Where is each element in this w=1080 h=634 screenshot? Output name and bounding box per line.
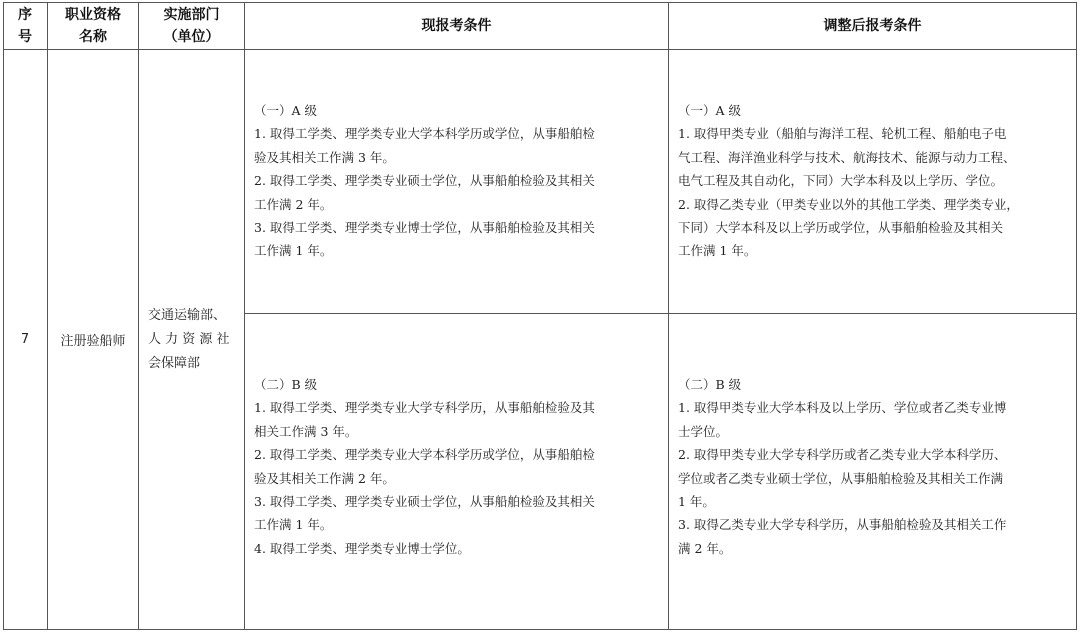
row-seq-cell xyxy=(3,50,47,629)
header-department-line1: 实施部门 xyxy=(163,6,220,23)
current-a-line: 工作满 2 年。 xyxy=(254,196,333,212)
header-seq-line2: 号 xyxy=(18,28,32,45)
adjusted-b-line: 2. 取得甲类专业大学专科学历或者乙类专业大学本科学历、 xyxy=(678,447,1007,463)
adjusted-a-line: 下同）大学本科及以上学历或学位，从事船舶检验及其相关 xyxy=(678,220,1004,236)
adjusted-a-line: 气工程、海洋渔业科学与技术、航海技术、能源与动力工程、 xyxy=(678,149,1016,165)
row-department-line2: 人 力 资 源 社 xyxy=(148,331,230,347)
header-current-conditions xyxy=(245,2,668,49)
current-a-title: （一）A 级 xyxy=(254,103,318,118)
current-a-line: 工作满 1 年。 xyxy=(254,243,333,259)
current-b-line: 相关工作满 3 年。 xyxy=(254,423,358,439)
column-divider xyxy=(244,2,245,630)
current-a-line: 验及其相关工作满 3 年。 xyxy=(254,149,395,165)
adjusted-b-title: （二）B 级 xyxy=(678,377,742,392)
current-a-line: 3. 取得工学类、理学类专业博士学位，从事船舶检验及其相关 xyxy=(254,220,595,236)
header-qualification xyxy=(48,2,138,49)
header-qualification-line1: 职业资格 xyxy=(65,6,121,23)
adjusted-a-line: 1. 取得甲类专业（船舶与海洋工程、轮机工程、船舶电子电 xyxy=(678,126,1007,142)
column-divider xyxy=(668,2,669,630)
header-department xyxy=(139,2,244,49)
current-level-b xyxy=(254,373,664,560)
adjusted-a-line: 2. 取得乙类专业（甲类专业以外的其他工学类、理学类专业， xyxy=(678,196,1019,212)
header-seq xyxy=(3,2,47,49)
row-department-line3: 会保障部 xyxy=(148,355,201,371)
adjusted-a-line: 工作满 1 年。 xyxy=(678,243,757,259)
row-department-cell xyxy=(139,50,244,629)
current-b-title: （二）B 级 xyxy=(254,377,318,392)
adjusted-a-title: （一）A 级 xyxy=(678,103,742,118)
adjusted-b-line: 满 2 年。 xyxy=(678,540,732,556)
header-adjusted-label: 调整后报考条件 xyxy=(823,17,922,34)
adjusted-b-line: 1 年。 xyxy=(678,494,715,510)
row-seq: 7 xyxy=(20,332,30,347)
current-level-a xyxy=(254,99,664,263)
current-b-line: 2. 取得工学类、理学类专业大学本科学历或学位，从事船舶检 xyxy=(254,447,595,463)
row-qualification-cell xyxy=(48,50,138,629)
row-department xyxy=(139,304,230,376)
header-current-label: 现报考条件 xyxy=(421,17,492,34)
current-b-line: 验及其相关工作满 2 年。 xyxy=(254,470,395,486)
table-border-right xyxy=(1076,2,1077,630)
adjusted-b-line: 士学位。 xyxy=(678,423,729,439)
qualification-table xyxy=(3,2,1077,630)
header-adjusted-conditions xyxy=(669,2,1076,49)
adjusted-b-line: 3. 取得乙类专业大学专科学历，从事船舶检验及其相关工作 xyxy=(678,517,1007,533)
adjusted-b-line: 1. 取得甲类专业大学本科及以上学历、学位或者乙类专业博 xyxy=(678,400,1007,416)
adjusted-level-b xyxy=(678,373,1073,560)
current-a-line: 1. 取得工学类、理学类专业大学本科学历或学位，从事船舶检 xyxy=(254,126,595,142)
table-border-bottom xyxy=(3,629,1077,630)
current-b-line: 工作满 1 年。 xyxy=(254,517,333,533)
current-b-line: 1. 取得工学类、理学类专业大学专科学历，从事船舶检验及其 xyxy=(254,400,595,416)
adjusted-a-line: 电气工程及其自动化，下同）大学本科及以上学历、学位。 xyxy=(678,173,1004,189)
row-qualification: 注册验船师 xyxy=(60,334,126,349)
header-qualification-line2: 名称 xyxy=(79,28,107,45)
header-department-line2: （单位） xyxy=(163,28,220,45)
current-a-line: 2. 取得工学类、理学类专业硕士学位，从事船舶检验及其相关 xyxy=(254,173,595,189)
adjusted-level-a xyxy=(678,99,1073,263)
level-divider xyxy=(244,313,1077,314)
current-b-line: 4. 取得工学类、理学类专业博士学位。 xyxy=(254,540,470,556)
header-seq-line1: 序 xyxy=(18,6,32,23)
current-b-line: 3. 取得工学类、理学类专业硕士学位，从事船舶检验及其相关 xyxy=(254,494,595,510)
adjusted-b-line: 学位或者乙类专业硕士学位，从事船舶检验及其相关工作满 xyxy=(678,470,1004,486)
row-department-line1: 交通运输部、 xyxy=(148,307,227,323)
